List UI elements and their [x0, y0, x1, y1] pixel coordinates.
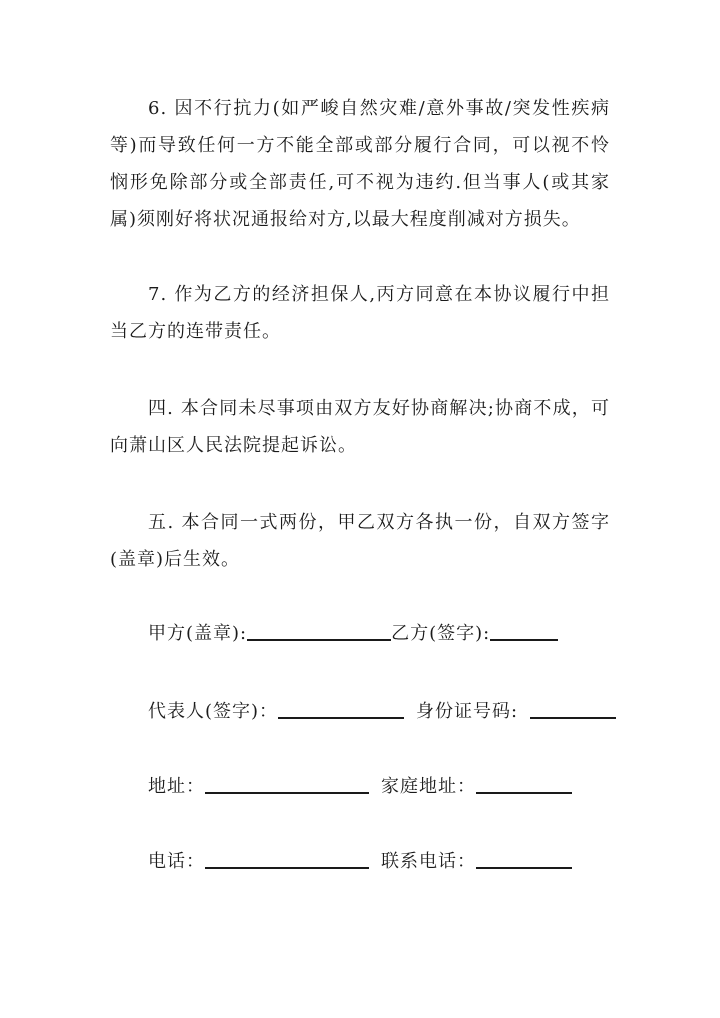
clause-6: 6. 因不行抗力(如严峻自然灾难/意外事故/突发性疾病等)而导致任何一方不能全部或部分履行合同，可以视不怜悯形免除部分或全部责任,可不视为违约.但当事人(或其家属)须刚好将状况通报给对方,以最大程度削减对方损失。 — [110, 98, 610, 230]
contact-phone-label: 联系电话： — [381, 851, 476, 872]
representative-signature-line — [278, 717, 404, 719]
signature-row-phone — [148, 850, 572, 874]
id-number-line — [530, 717, 616, 719]
party-b-label: 乙方(签字): — [391, 623, 491, 644]
home-address-line — [476, 792, 572, 794]
signature-row-address — [148, 775, 572, 799]
phone-line — [205, 867, 369, 869]
clause-4: 四. 本合同未尽事项由双方友好协商解决;协商不成，可向萧山区人民法院提起诉讼。 — [110, 398, 610, 456]
contact-phone-line — [476, 867, 572, 869]
signature-row-representative — [148, 700, 616, 724]
representative-label: 代表人(签字)： — [148, 701, 279, 722]
clause-7: 7. 作为乙方的经济担保人,丙方同意在本协议履行中担当乙方的连带责任。 — [110, 284, 610, 342]
party-a-label: 甲方(盖章): — [148, 623, 248, 644]
address-label: 地址： — [148, 776, 205, 797]
signature-row-parties — [148, 622, 558, 646]
home-address-label: 家庭地址： — [381, 776, 476, 797]
address-line — [205, 792, 369, 794]
id-number-label: 身份证号码: — [416, 701, 519, 722]
phone-label: 电话： — [148, 851, 205, 872]
party-b-signature-line — [490, 639, 558, 641]
party-a-signature-line — [247, 639, 391, 641]
clause-5: 五. 本合同一式两份，甲乙双方各执一份，自双方签字(盖章)后生效。 — [110, 512, 610, 570]
